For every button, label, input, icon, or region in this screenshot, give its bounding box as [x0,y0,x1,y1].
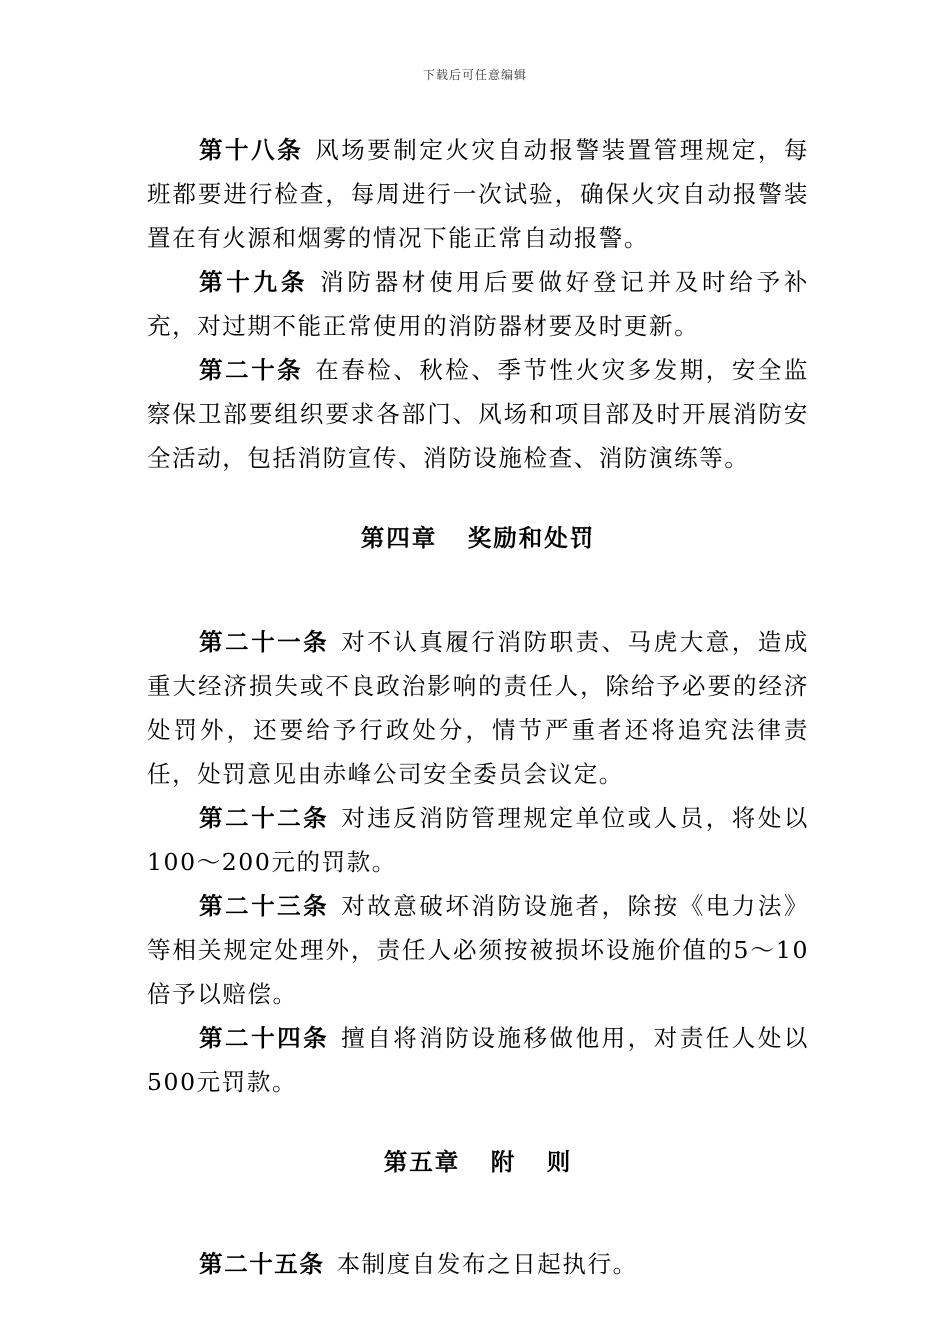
article-label: 第二十二条 [199,804,330,832]
article-18 [147,128,809,260]
article-25 [147,1242,809,1286]
header-note: 下载后可任意编辑 [422,68,527,82]
article-text: 对违反消防管理规定单位或人员，将处以100～200元的罚款。 [147,804,809,876]
chapter-5-heading: 第五章 附 则 [383,1148,573,1176]
document-body [147,128,809,1286]
article-22 [147,796,809,884]
article-label: 第二十一条 [199,628,330,656]
article-text: 在春检、秋检、季节性火灾多发期，安全监察保卫部要组织要求各部门、风场和项目部及时开展消防安全活动，包括消防宣传、消防设施检查、消防演练等。 [147,356,809,472]
article-text: 对故意破坏消防设施者，除按《电力法》等相关规定处理外，责任人必须按被损坏设施价值的5～10倍予以赔偿。 [147,892,809,1008]
article-text: 擅自将消防设施移做他用，对责任人处以500元罚款。 [147,1024,809,1096]
article-label: 第二十四条 [199,1024,330,1052]
article-text: 本制度自发布之日起执行。 [336,1250,638,1278]
article-text: 风场要制定火灾自动报警装置管理规定，每班都要进行检查，每周进行一次试验，确保火灾自动报警装置在有火源和烟雾的情况下能正常自动报警。 [147,136,809,252]
article-19 [147,260,809,348]
chapter-4-heading: 第四章 奖励和处罚 [360,524,596,552]
article-20 [147,348,809,480]
article-21 [147,620,809,796]
article-label: 第十八条 [199,136,304,164]
article-label: 第二十三条 [199,892,330,920]
article-23 [147,884,809,1016]
article-label: 第十九条 [199,268,309,296]
article-24 [147,1016,809,1104]
article-label: 第二十五条 [199,1250,325,1278]
article-text: 消防器材使用后要做好登记并及时给予补充，对过期不能正常使用的消防器材要及时更新。 [147,268,809,340]
article-label: 第二十条 [199,356,304,384]
article-text: 对不认真履行消防职责、马虎大意，造成重大经济损失或不良政治影响的责任人，除给予必要的经济处罚外，还要给予行政处分，情节严重者还将追究法律责任，处罚意见由赤峰公司安全委员会议定。 [147,628,809,788]
